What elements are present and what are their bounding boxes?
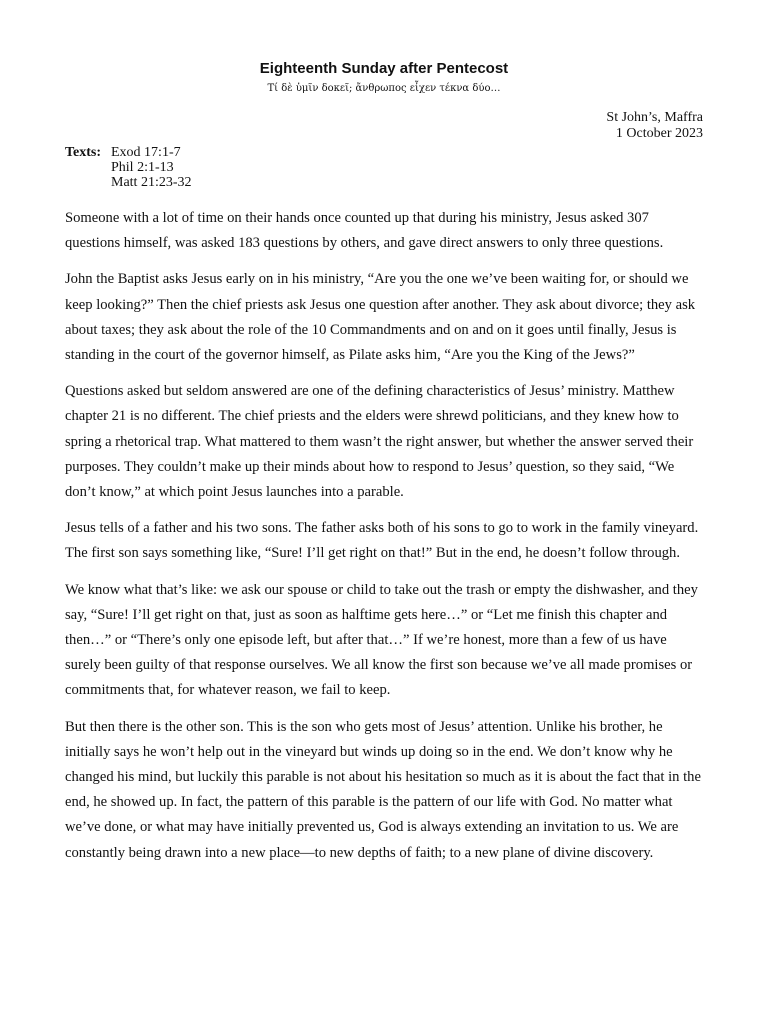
readings-list bbox=[111, 145, 192, 190]
body-paragraph: Someone with a lot of time on their hands once counted up that during his ministry, Jesus asked 307 questions himself, was asked 183 questions by others, and gave direct answers to only three questions. bbox=[65, 210, 664, 252]
reading-item: Exod 17:1-7 bbox=[111, 145, 181, 160]
place-date-block bbox=[65, 110, 703, 142]
date: 1 October 2023 bbox=[615, 126, 703, 141]
body-paragraph: We know what that’s like: we ask our spouse or child to take out the trash or empty the dishwasher, and they say, “Sure! I’ll get right on that, just as soon as halftime gets here…” or “Let me finish this chapter and then…” or “There’s only one episode left, but after that…” If we’re honest, more than a few of us have surely been guilty of that response ourselves. We all know the first son because we’ve all made promises or commitments that, for whatever reason, we fail to keep. bbox=[65, 581, 698, 699]
texts-label: Texts: bbox=[65, 145, 102, 160]
reading-item: Phil 2:1-13 bbox=[111, 160, 174, 175]
readings-block bbox=[65, 145, 703, 190]
greek-epigraph: Τί δὲ ὑμῖν δοκεῖ; ἄνθρωπος εἶχεν τέκνα δύο… bbox=[267, 83, 501, 94]
body-paragraph: Jesus tells of a father and his two sons. The father asks both of his sons to go to work in the family vineyard. The first son says something like, “Sure! I’ll get right on that!” But in the end, he doesn’t follow through. bbox=[65, 520, 699, 562]
place: St John’s, Maffra bbox=[606, 110, 703, 125]
body-paragraph: Questions asked but seldom answered are one of the defining characteristics of Jesus’ ministry. Matthew chapter 21 is no different. The chief priests and the elders were shrewd politicians, and they knew how to spring a rhetorical trap. What mattered to them wasn’t the right answer, but whether the answer served their purposes. They couldn’t make up their minds about how to respond to Jesus’ question, so they said, “We don’t know,” at which point Jesus launches into a parable. bbox=[65, 383, 694, 501]
body-paragraph: But then there is the other son. This is the son who gets most of Jesus’ attention. Unlike his brother, he initially says he won’t help out in the vineyard but winds up doing so in the end. We don’t know why he changed his mind, but luckily this parable is not about his hesitation so much as it is about the fact that in the end, he showed up. In fact, the pattern of this parable is the pattern of our life with God. No matter what we’ve done, or what may have initially prevented us, God is always extending an invitation to us. We are constantly being drawn into a new place—to new depths of faith; to a new plane of divine discovery. bbox=[65, 718, 701, 861]
document-page bbox=[65, 58, 703, 866]
body-paragraph: John the Baptist asks Jesus early on in his ministry, “Are you the one we’ve been waiting for, or should we keep looking?” Then the chief priests ask Jesus one question after another. They ask about divorce; they ask about taxes; they ask about the role of the 10 Commandments and on and on it goes until finally, Jesus is standing in the court of the governor himself, as Pilate asks him, “Are you the King of the Jews?” bbox=[65, 271, 696, 364]
reading-item: Matt 21:23-32 bbox=[111, 175, 192, 190]
document-title: Eighteenth Sunday after Pentecost bbox=[259, 60, 509, 77]
